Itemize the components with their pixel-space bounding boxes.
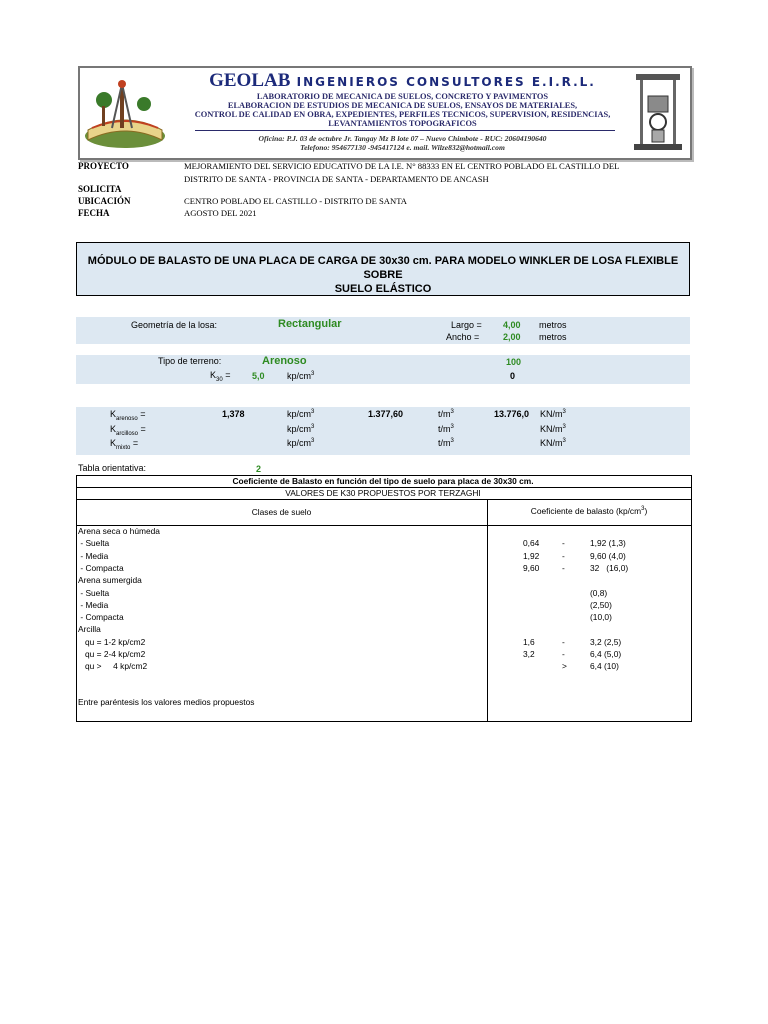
contact-phone-email: Telefono: 954677130 -945417124 e. mail. Wilze832@hotmail.com xyxy=(300,143,505,152)
k-value-kp-cm3: 1,378 xyxy=(222,409,245,419)
unit-kp-cm3: $kp/cm^3$ xyxy=(287,409,315,419)
unit-t-m3: $t/m^3$ xyxy=(438,409,454,419)
k30-unit: $kp/cm^3$ xyxy=(287,371,315,381)
proyecto-label: PROYECTO xyxy=(78,161,129,171)
load-press-machine-icon xyxy=(630,70,686,154)
largo-value: 4,00 xyxy=(503,320,521,330)
range-separator-cell: - xyxy=(562,551,565,561)
soil-class-cell: - Compacta xyxy=(78,612,124,622)
ubicacion-value: CENTRO POBLADO EL CASTILLO - DISTRITO DE SANTA xyxy=(184,196,407,206)
range-separator-cell: > xyxy=(562,661,567,671)
soil-class-cell: qu > 4 kp/cm2 xyxy=(78,661,148,671)
solicita-label: SOLICITA xyxy=(78,184,122,194)
k-symbol: $K_{mixto}$ = xyxy=(110,438,139,451)
proyecto-value-line-2: DISTRITO DE SANTA - PROVINCIA DE SANTA - DEPARTAMENTO DE ANCASH xyxy=(184,174,489,184)
banner-line-2: ELABORACION DE ESTUDIOS DE MECANICA DE SUELOS, ENSAYOS DE MATERIALES, xyxy=(227,101,578,110)
document-title xyxy=(80,254,686,296)
soil-class-cell: - Compacta xyxy=(78,563,124,573)
proyecto-value-line-1: MEJORAMIENTO DEL SERVICIO EDUCATIVO DE LA I.E. N° 88333 EN EL CENTRO POBLADO EL CASTILLO DEL xyxy=(184,161,620,171)
soil-class-cell: Arena sumergida xyxy=(78,575,142,585)
coefficient-max-cell: 32 (16,0) xyxy=(590,563,629,573)
unit-t-m3: $t/m^3$ xyxy=(438,438,454,448)
ancho-label: Ancho = xyxy=(446,332,480,342)
table-column-separator xyxy=(487,500,488,721)
banner-divider xyxy=(195,130,615,131)
tabla-label: Tabla orientativa: xyxy=(78,463,147,473)
terrain-code-value: 100 xyxy=(506,357,522,367)
k30-symbol: $K_{30}$ = xyxy=(210,370,231,383)
coefficient-min-cell: 9,60 xyxy=(523,563,540,573)
tabla-value: 2 xyxy=(256,464,262,474)
geometry-label: Geometría de la losa: xyxy=(131,320,218,330)
unit-kn-m3: $KN/m^3$ xyxy=(540,424,566,434)
largo-label: Largo = xyxy=(451,320,482,330)
k-value-kn-m3: 13.776,0 xyxy=(494,409,530,419)
coefficient-max-cell: (2,50) xyxy=(590,600,612,610)
coefficient-max-cell: (10,0) xyxy=(590,612,612,622)
k-symbol: $K_{arcilloso}$ = xyxy=(110,424,146,437)
k-value-t-m3: 1.377,60 xyxy=(368,409,404,419)
range-separator-cell: - xyxy=(562,649,565,659)
table-subtitle: VALORES DE K30 PROPUESTOS POR TERZAGHI xyxy=(285,488,481,498)
range-separator-cell: - xyxy=(562,538,565,548)
geolab-logo-icon xyxy=(82,70,168,152)
coefficient-min-cell: 1,92 xyxy=(523,551,540,561)
coefficient-min-cell: 1,6 xyxy=(523,637,535,647)
k-symbol: $K_{arenoso}$ = xyxy=(110,409,146,422)
coefficient-max-cell: 9,60 (4,0) xyxy=(590,551,626,561)
ancho-unit: metros xyxy=(539,332,567,342)
zero-value: 0 xyxy=(510,371,516,381)
coefficient-max-cell: 6,4 (10) xyxy=(590,661,619,671)
table-divider xyxy=(76,499,691,500)
unit-kn-m3: $KN/m^3$ xyxy=(540,409,566,419)
banner-line-1: LABORATORIO DE MECANICA DE SUELOS, CONCRETO Y PAVIMENTOS xyxy=(256,92,549,101)
column-header-soil-class: Clases de suelo xyxy=(251,507,312,517)
coefficient-min-cell: 0,64 xyxy=(523,538,540,548)
terrain-label: Tipo de terreno: xyxy=(158,356,222,366)
unit-kn-m3: $KN/m^3$ xyxy=(540,438,566,448)
soil-class-cell: Arcilla xyxy=(78,624,101,634)
soil-class-cell: qu = 2-4 kp/cm2 xyxy=(78,649,146,659)
soil-class-cell: qu = 1-2 kp/cm2 xyxy=(78,637,146,647)
unit-kp-cm3: $kp/cm^3$ xyxy=(287,438,315,448)
coefficient-max-cell: 3,2 (2,5) xyxy=(590,637,622,647)
terrain-value: Arenoso xyxy=(262,355,307,367)
table-title: Coeficiente de Balasto en función del tipo de suelo para placa de 30x30 cm. xyxy=(232,476,534,486)
column-header-coefficient: Coeficiente de balasto $(kp/cm^3)$ xyxy=(530,506,648,516)
soil-class-cell: Arena seca o húmeda xyxy=(78,526,160,536)
office-address: Oficina: P.J. 03 de octubre Jr. Tangay Mz B lote 07 – Nuevo Chimbote - RUC: 20604190640 xyxy=(258,134,547,143)
unit-kp-cm3: $kp/cm^3$ xyxy=(287,424,315,434)
fecha-label: FECHA xyxy=(78,208,110,218)
fecha-value: AGOSTO DEL 2021 xyxy=(184,208,257,218)
ubicacion-label: UBICACIÓN xyxy=(78,196,131,206)
banner-line-4: LEVANTAMIENTOS TOPOGRAFICOS xyxy=(328,119,477,128)
banner-line-3: CONTROL DE CALIDAD EN OBRA, EXPEDIENTES, PERFILES TECNICOS, SUPERVISION, RESIDENCIAS, xyxy=(194,110,611,119)
company-name: GEOLAB INGENIEROS CONSULTORES E.I.R.L. xyxy=(209,70,596,91)
range-separator-cell: - xyxy=(562,563,565,573)
soil-class-cell: - Suelta xyxy=(78,588,110,598)
soil-class-cell: - Media xyxy=(78,551,109,561)
coefficient-max-cell: 1,92 (1,3) xyxy=(590,538,626,548)
soil-class-cell: - Media xyxy=(78,600,109,610)
k30-value: 5,0 xyxy=(252,371,265,381)
coefficient-max-cell: (0,8) xyxy=(590,588,608,598)
unit-t-m3: $t/m^3$ xyxy=(438,424,454,434)
title-line-1: MÓDULO DE BALASTO DE UNA PLACA DE CARGA DE 30x30 cm. PARA MODELO WINKLER DE LOSA FLEXIBLE SOBRE xyxy=(87,255,679,281)
range-separator-cell: - xyxy=(562,637,565,647)
ancho-value: 2,00 xyxy=(503,332,521,342)
largo-unit: metros xyxy=(539,320,567,330)
coefficient-min-cell: 3,2 xyxy=(523,649,535,659)
geometry-value: Rectangular xyxy=(278,318,342,330)
title-line-2: SUELO ELÁSTICO xyxy=(334,283,432,295)
soil-class-cell: - Suelta xyxy=(78,538,110,548)
table-divider xyxy=(76,525,691,526)
table-note: Entre paréntesis los valores medios propuestos xyxy=(78,697,255,707)
coefficient-max-cell: 6,4 (5,0) xyxy=(590,649,622,659)
